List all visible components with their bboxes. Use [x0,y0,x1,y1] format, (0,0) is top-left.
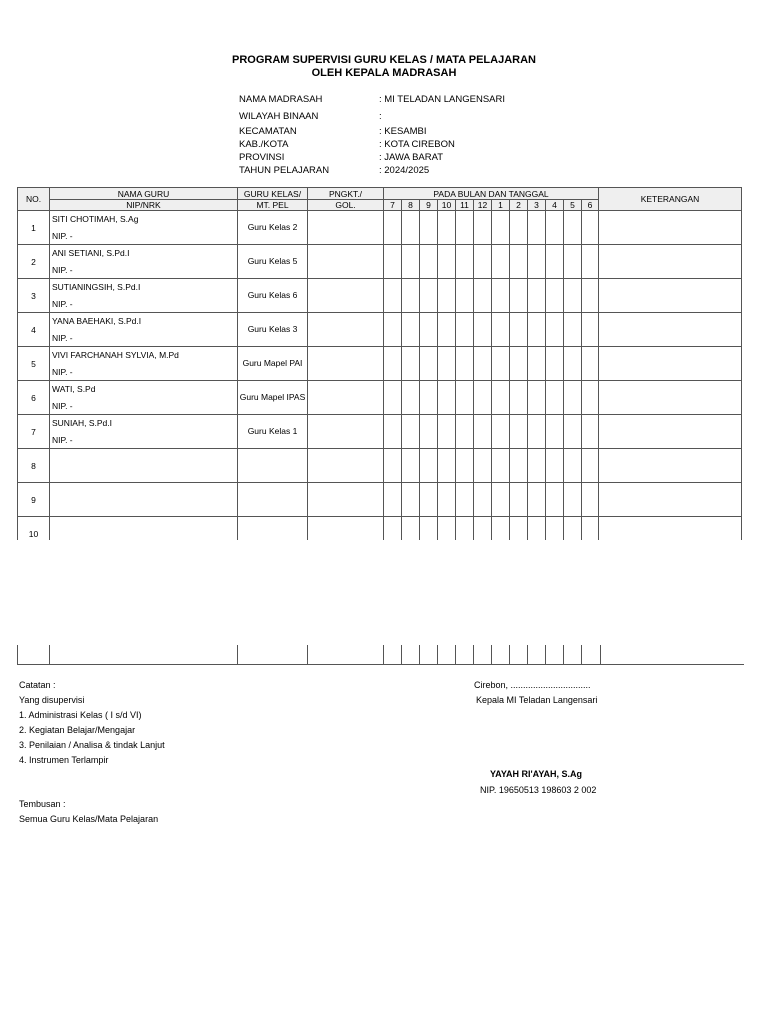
row-no: 6 [18,381,50,415]
row-no: 8 [18,449,50,483]
row-no: 9 [18,483,50,517]
month-cell [528,381,546,415]
teacher-nip: NIP. - [52,400,73,411]
table-header-row [18,188,742,200]
month-cell [402,381,420,415]
month-cell [438,211,456,245]
teacher-nip: NIP. - [52,298,73,309]
month-cell [420,347,438,381]
header-month: 6 [582,200,599,211]
month-cell [528,347,546,381]
month-cell [528,211,546,245]
month-cell [546,313,564,347]
teacher-cell [50,245,238,279]
row-no: 4 [18,313,50,347]
month-cell [438,347,456,381]
table-row [18,449,742,483]
month-cell [564,211,582,245]
teacher-class: Guru Kelas 6 [238,279,308,313]
month-cell [564,313,582,347]
header-month: 10 [438,200,456,211]
month-cell [438,279,456,313]
header-month: 4 [546,200,564,211]
month-cell [474,381,492,415]
table-row [18,347,742,381]
teacher-cell [50,211,238,245]
month-cell [546,245,564,279]
month-cell [402,449,420,483]
month-cell [474,245,492,279]
header-month: 8 [402,200,420,211]
month-cell [492,279,510,313]
month-cell [528,279,546,313]
teacher-cell [50,347,238,381]
info-value: : 2024/2025 [379,165,430,176]
table-bottom-fragment [17,645,744,665]
month-cell [384,211,402,245]
month-cell [402,211,420,245]
month-cell [438,245,456,279]
pngkt-cell [308,313,384,347]
keterangan-cell [599,483,742,517]
header-gol: GOL. [308,200,384,211]
pngkt-cell [308,211,384,245]
table-row [18,381,742,415]
month-cell [456,415,474,449]
month-cell [582,381,599,415]
month-cell [546,347,564,381]
keterangan-cell [599,313,742,347]
month-cell [420,381,438,415]
teacher-cell [50,313,238,347]
table-row [18,211,742,245]
month-cell [510,347,528,381]
month-cell [420,415,438,449]
month-cell [582,483,599,517]
month-cell [492,415,510,449]
month-cell [582,347,599,381]
document-title: PROGRAM SUPERVISI GURU KELAS / MATA PELAJARAN [232,54,536,66]
month-cell [582,313,599,347]
info-label: WILAYAH BINAAN [239,111,319,122]
info-label: PROVINSI [239,152,285,163]
month-cell [402,483,420,517]
month-cell [438,313,456,347]
month-cell [384,381,402,415]
month-cell [402,313,420,347]
keterangan-cell [599,245,742,279]
month-cell [528,483,546,517]
month-cell [402,347,420,381]
keterangan-cell [599,449,742,483]
teacher-class: Guru Kelas 3 [238,313,308,347]
month-cell [456,279,474,313]
month-cell [438,449,456,483]
info-label: NAMA MADRASAH [239,94,323,105]
month-cell [546,211,564,245]
header-nip: NIP/NRK [50,200,238,211]
month-cell [564,279,582,313]
signature-nip: NIP. 19650513 198603 2 002 [480,785,597,795]
month-cell [438,415,456,449]
info-value: : KESAMBI [379,126,427,137]
pngkt-cell [308,245,384,279]
teacher-nip: NIP. - [52,332,73,343]
month-cell [564,381,582,415]
table-row [18,483,742,517]
signature-place-date: Cirebon, ................................ [474,680,591,690]
month-cell [474,347,492,381]
month-cell [492,211,510,245]
month-cell [384,483,402,517]
month-cell [384,279,402,313]
month-cell [492,483,510,517]
pngkt-cell [308,483,384,517]
month-cell [546,483,564,517]
table-row [18,415,742,449]
teacher-nip: NIP. - [52,434,73,445]
month-cell [546,279,564,313]
header-mt-pel: MT. PEL [238,200,308,211]
teacher-class: Guru Mapel PAI [238,347,308,381]
month-cell [564,347,582,381]
month-cell [528,449,546,483]
month-cell [582,279,599,313]
month-cell [582,415,599,449]
catatan-label: Catatan : [19,680,56,690]
month-cell [420,279,438,313]
month-cell [564,245,582,279]
month-cell [456,449,474,483]
month-cell [456,245,474,279]
month-cell [438,381,456,415]
header-month: 2 [510,200,528,211]
month-cell [474,483,492,517]
month-cell [402,245,420,279]
month-cell [384,347,402,381]
month-cell [528,245,546,279]
teacher-nip: NIP. - [52,264,73,275]
teacher-nip: NIP. - [52,230,73,241]
month-cell [510,245,528,279]
teacher-class: Guru Kelas 5 [238,245,308,279]
month-cell [402,415,420,449]
info-label: KAB./KOTA [239,139,289,150]
month-cell [420,313,438,347]
month-cell [546,415,564,449]
month-cell [510,415,528,449]
month-cell [510,483,528,517]
info-value: : [379,111,382,122]
info-label: KECAMATAN [239,126,297,137]
month-cell [510,279,528,313]
month-cell [456,313,474,347]
teacher-class: Guru Mapel IPAS [238,381,308,415]
row-no: 7 [18,415,50,449]
document-subtitle: OLEH KEPALA MADRASAH [311,67,457,79]
month-cell [492,347,510,381]
note-item: 2. Kegiatan Belajar/Mengajar [19,725,136,735]
keterangan-cell [599,415,742,449]
month-cell [492,313,510,347]
teacher-class [238,483,308,517]
header-month: 12 [474,200,492,211]
teacher-class: Guru Kelas 2 [238,211,308,245]
yang-disupervisi: Yang disupervisi [19,695,85,705]
header-month: 11 [456,200,474,211]
header-no: NO. [18,188,50,211]
month-cell [564,449,582,483]
month-cell [474,415,492,449]
header-month: 3 [528,200,546,211]
row-no: 10 [18,517,50,551]
page-gap [0,540,768,645]
header-month: 1 [492,200,510,211]
month-cell [510,381,528,415]
signature-position: Kepala MI Teladan Langensari [476,695,598,705]
note-item: 4. Instrumen Terlampir [19,755,109,765]
teacher-cell [50,415,238,449]
header-guru-kelas: GURU KELAS/ [238,188,308,200]
month-cell [456,483,474,517]
month-cell [420,211,438,245]
tembusan-block [19,797,158,827]
month-cell [402,279,420,313]
teacher-cell [50,483,238,517]
month-cell [420,449,438,483]
header-pngkt: PNGKT./ [308,188,384,200]
month-cell [564,483,582,517]
info-label: TAHUN PELAJARAN [239,165,330,176]
month-cell [474,313,492,347]
teacher-name: VIVI FARCHANAH SYLVIA, M.Pd [52,349,179,360]
month-cell [474,211,492,245]
note-item: 1. Administrasi Kelas ( I s/d VI) [19,710,142,720]
info-value: : JAWA BARAT [379,152,444,163]
row-no: 5 [18,347,50,381]
month-cell [456,347,474,381]
month-cell [384,415,402,449]
month-cell [546,381,564,415]
supervision-table [17,187,742,551]
header-month: 7 [384,200,402,211]
tembusan-recipients: Semua Guru Kelas/Mata Pelajaran [19,814,159,824]
keterangan-cell [599,211,742,245]
month-cell [582,449,599,483]
teacher-name: YANA BAEHAKI, S.Pd.I [52,315,142,326]
keterangan-cell [599,279,742,313]
teacher-class: Guru Kelas 1 [238,415,308,449]
month-cell [492,245,510,279]
month-cell [384,313,402,347]
pngkt-cell [308,347,384,381]
header-month: 5 [564,200,582,211]
notes-block [19,678,165,768]
table-row [18,279,742,313]
month-cell [564,415,582,449]
month-cell [510,449,528,483]
month-cell [528,313,546,347]
header-bulan: PADA BULAN DAN TANGGAL [384,188,599,200]
row-no: 3 [18,279,50,313]
month-cell [420,483,438,517]
month-cell [492,449,510,483]
month-cell [510,211,528,245]
header-nama-guru: NAMA GURU [50,188,238,200]
header-keterangan: KETERANGAN [599,188,742,211]
month-cell [456,381,474,415]
month-cell [384,449,402,483]
pngkt-cell [308,381,384,415]
month-cell [384,245,402,279]
tembusan-label: Tembusan : [19,799,66,809]
teacher-class [238,449,308,483]
pngkt-cell [308,449,384,483]
month-cell [492,381,510,415]
month-cell [582,211,599,245]
month-cell [456,211,474,245]
pngkt-cell [308,279,384,313]
month-cell [582,245,599,279]
teacher-name: WATI, S.Pd [52,383,96,394]
info-value: : KOTA CIREBON [379,139,455,150]
info-value: : MI TELADAN LANGENSARI [379,94,505,105]
teacher-cell [50,381,238,415]
table-row [18,313,742,347]
month-cell [510,313,528,347]
month-cell [474,449,492,483]
row-no: 1 [18,211,50,245]
month-cell [546,449,564,483]
teacher-name: SITI CHOTIMAH, S.Ag [52,213,139,224]
month-cell [474,279,492,313]
month-cell [528,415,546,449]
table-row [18,245,742,279]
keterangan-cell [599,381,742,415]
month-cell [438,483,456,517]
teacher-name: SUTIANINGSIH, S.Pd.I [52,281,141,292]
signature-name: YAYAH RI'AYAH, S.Ag [490,769,583,779]
teacher-cell [50,449,238,483]
note-item: 3. Penilaian / Analisa & tindak Lanjut [19,740,165,750]
month-cell [420,245,438,279]
header-month: 9 [420,200,438,211]
keterangan-cell [599,347,742,381]
teacher-name: SUNIAH, S.Pd.I [52,417,112,428]
pngkt-cell [308,415,384,449]
teacher-nip: NIP. - [52,366,73,377]
row-no: 2 [18,245,50,279]
teacher-name: ANI SETIANI, S.Pd.I [52,247,130,258]
teacher-cell [50,279,238,313]
